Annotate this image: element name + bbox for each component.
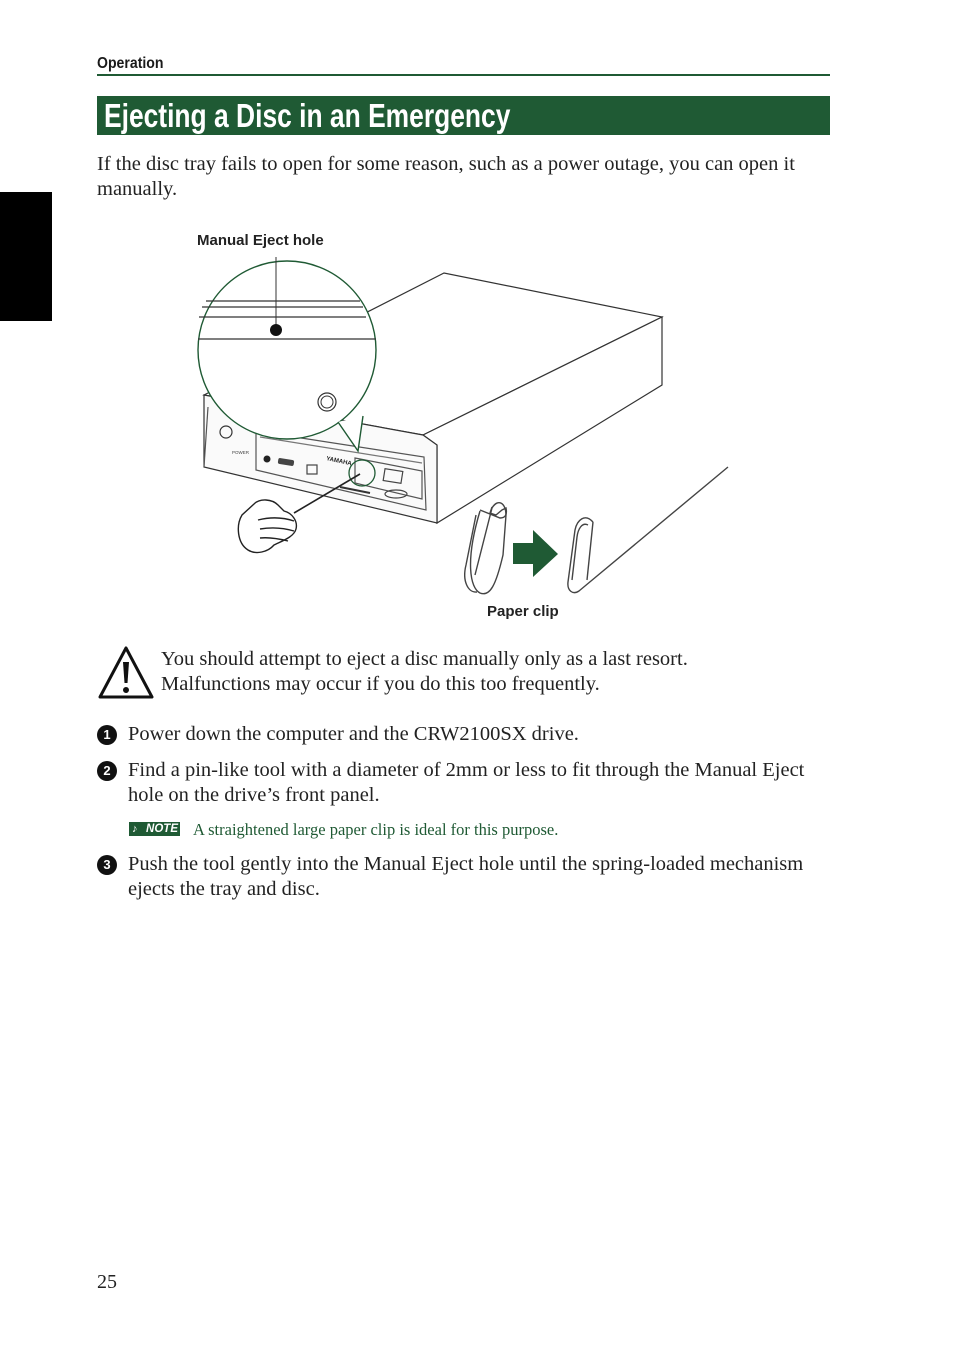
eject-illustration (190, 225, 750, 635)
step-text: Push the tool gently into the Manual Eject hole until the spring-loaded mechanism ejects the tray and disc. (128, 853, 804, 900)
drive-brand-text: YAMAHA (325, 456, 353, 468)
intro-paragraph: If the disc tray fails to open for some reason, such as a power outage, you can open it manually. (97, 153, 795, 200)
step-number-badge: 1 (97, 725, 117, 745)
header-rule (97, 74, 830, 76)
note-text: A straightened large paper clip is ideal for this purpose. (193, 820, 559, 839)
step-text: Find a pin-like tool with a diameter of 2mm or less to fit through the Manual Eject hole on the drive’s front panel. (128, 759, 805, 806)
hand-drawing (238, 500, 296, 553)
step-number-badge: 3 (97, 855, 117, 875)
drive-illustration (190, 225, 750, 635)
side-tab-marker (0, 192, 52, 321)
title-bar (97, 96, 830, 135)
paper-clip-label: Paper clip (487, 603, 559, 620)
page-title: Ejecting a Disc in an Emergency (104, 97, 511, 134)
eject-hole-dot (270, 324, 282, 336)
step-text: Power down the computer and the CRW2100SX drive. (128, 723, 579, 745)
arrow-right-icon (513, 530, 558, 577)
page-number: 25 (97, 1271, 117, 1293)
note-badge (129, 822, 180, 836)
section-label: Operation (97, 55, 164, 72)
drive-power-text: POWER (232, 450, 250, 455)
step-number-badge: 2 (97, 761, 117, 781)
straightened-clip-drawing (568, 467, 728, 593)
warning-text: You should attempt to eject a disc manually only as a last resort. Malfunctions may occur if you do this too frequently. (161, 648, 688, 695)
paper-clip-drawing (465, 503, 507, 594)
eject-hole-label: Manual Eject hole (197, 232, 324, 249)
note-music-icon: ♪ (132, 823, 138, 835)
zoom-circle (198, 261, 376, 439)
warning-triangle-icon (97, 645, 155, 701)
note-badge-label: NOTE (146, 823, 178, 835)
